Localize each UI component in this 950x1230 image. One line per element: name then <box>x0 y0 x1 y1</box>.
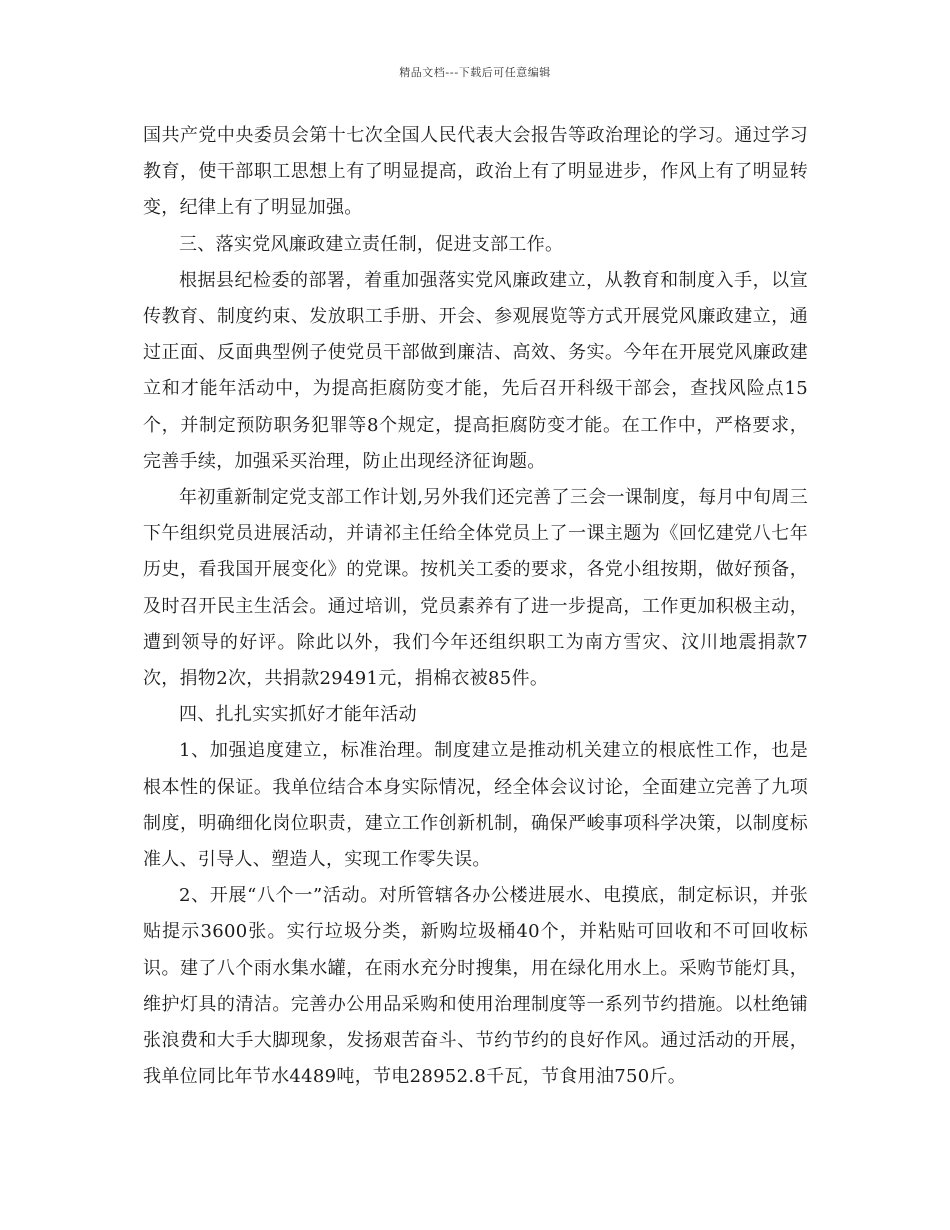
paragraph-continuation: 国共产党中央委员会第十七次全国人民代表大会报告等政治理论的学习。通过学习教育，使干部职工思想上有了明显提高，政治上有了明显进步，作风上有了明显转变，纪律上有了明显加强。 <box>143 125 808 219</box>
paragraph-item-1: 1、加强追度建立，标准治理。制度建立是推动机关建立的根底性工作，也是根本性的保证。我单位结合本身实际情况，经全体会议讨论，全面建立完善了九项制度，明确细化岗位职责，建立工作创新机制，确保严峻事项科学决策，以制度标准人、引导人、塑造人，实现工作零失误。 <box>143 740 808 871</box>
section-heading-4: 四、扎扎实实抓好才能年活动 <box>179 704 417 726</box>
section-heading-3: 三、落实党风廉政建立责任制，促进支部工作。 <box>179 233 564 255</box>
paragraph-party-discipline: 根据县纪检委的部署，着重加强落实党风廉政建立，从教育和制度入手，以宣传教育、制度约束、发放职工手册、开会、参观展览等方式开展党风廉政建立，通过正面、反面典型例子使党员干部做到廉洁、高效、务实。今年在开展党风廉政建立和才能年活动中，为提高拒腐防变才能，先后召开科级干部会，查找风险点15个，并制定预防职务犯罪等8个规定，提高拒腐防变才能。在工作中，严格要求，完善手续，加强采买治理，防止出现经济征询题。 <box>143 269 808 472</box>
paragraph-branch-plan: 年初重新制定党支部工作计划,另外我们还完善了三会一课制度，每月中旬周三下午组织党员进展活动，并请祁主任给全体党员上了一课主题为《回忆建党八七年历史，看我国开展变化》的党课。按机关工委的要求，各党小组按期，做好预备，及时召开民主生活会。通过培训，党员素养有了进一步提高，工作更加积极主动，遭到领导的好评。除此以外，我们今年还组织职工为南方雪灾、汶川地震捐款7次，捐物2次，共捐款29491元，捐棉衣被85件。 <box>143 487 808 690</box>
page-header: 精品文档---下载后可任意编辑 <box>399 66 551 79</box>
document-body <box>143 118 808 1095</box>
paragraph-item-2: 2、开展“八个一”活动。对所管辖各办公楼进展水、电摸底，制定标识，并张贴提示3600张。实行垃圾分类，新购垃圾桶40个，并粘贴可回收和不可回收标识。建了八个雨水集水罐，在雨水充分时搜集，用在绿化用水上。采购节能灯具，维护灯具的清洁。完善办公用品采购和使用治理制度等一系列节约措施。以杜绝铺张浪费和大手大脚现象，发扬艰苦奋斗、节约节约的良好作风。通过活动的开展，我单位同比年节水4489吨，节电28952.8千瓦，节食用油750斤。 <box>143 885 808 1088</box>
